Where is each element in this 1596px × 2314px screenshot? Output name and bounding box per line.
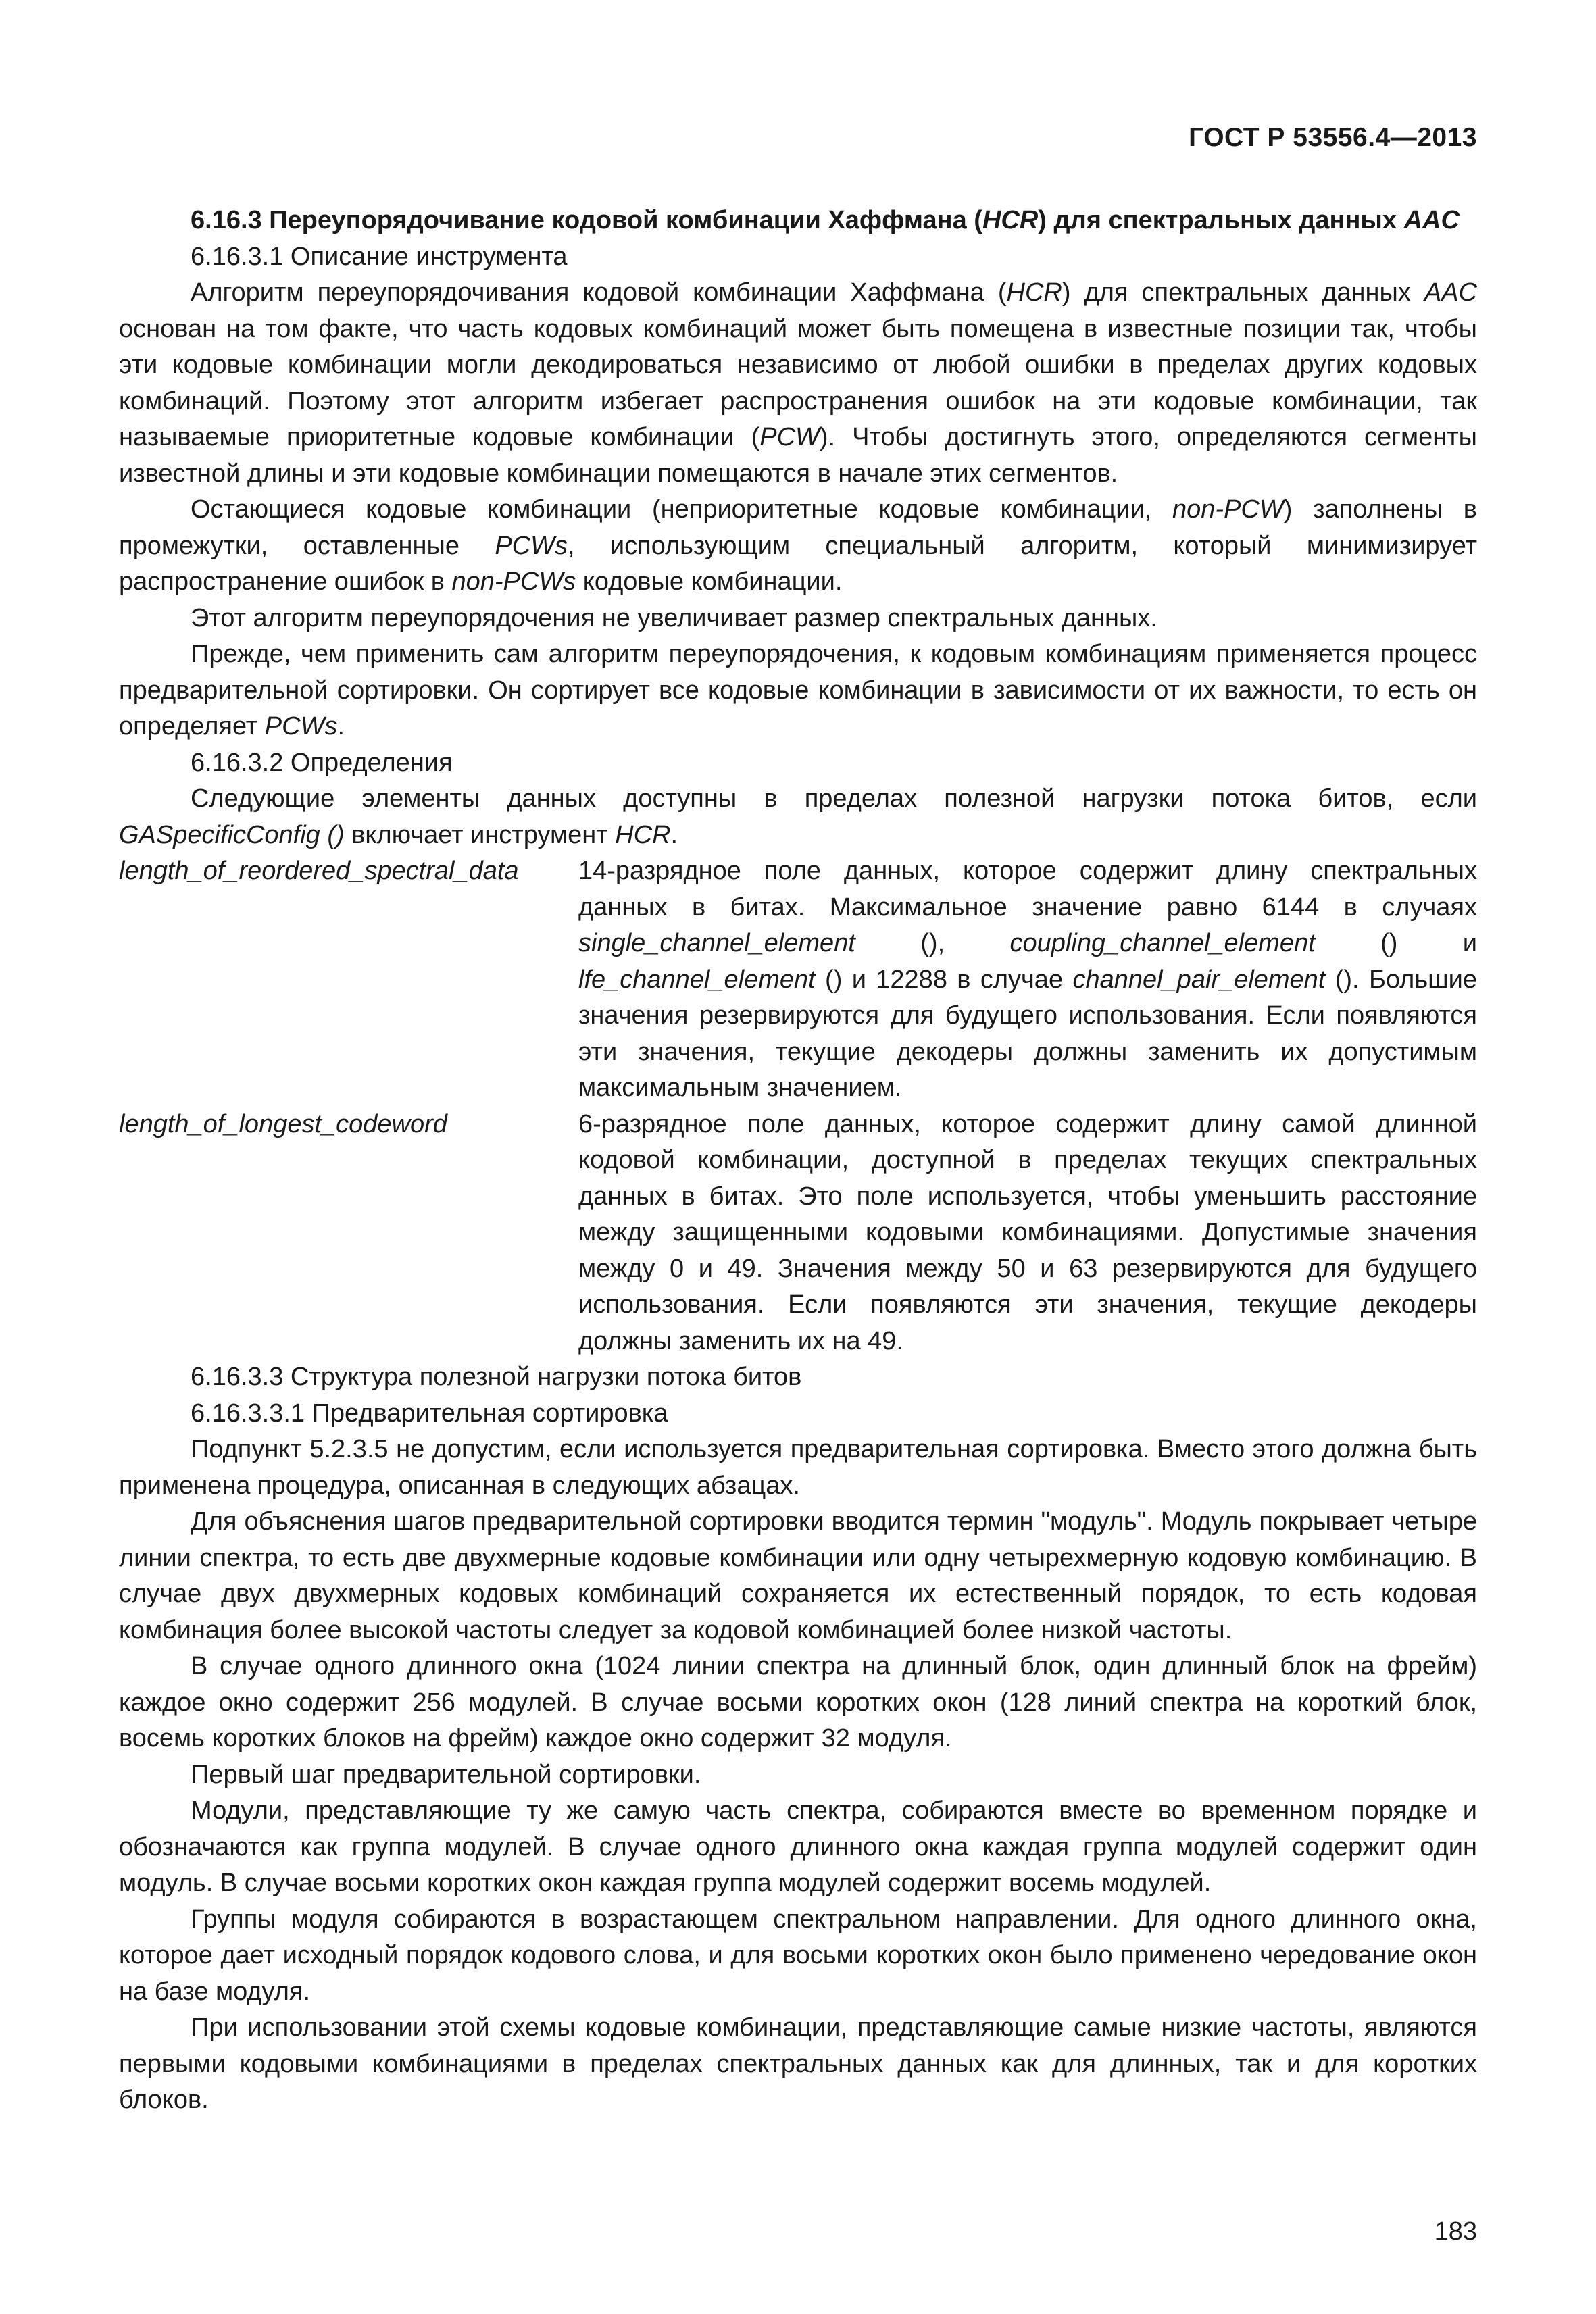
term-hcr: HCR [1006, 278, 1062, 307]
paragraph-window-modules: В случае одного длинного окна (1024 линии спектра на длинный блок, один длинный блок на фрейм) каждое окно содержит 256 модулей. В случае восьми коротких окон (128 линий спектра на короткий блок, восемь коротких блоков на фрейм) каждое окно содержит 32 модуля. [119, 1652, 1477, 1753]
section-heading [119, 203, 1477, 239]
text-run: () и 12288 в случае [815, 965, 1073, 994]
term-non-pcws: non-PCWs [451, 568, 576, 596]
section-heading-text-2: ) для спектральных данных [1038, 206, 1404, 234]
text-run: () и [1315, 929, 1477, 957]
paragraph-presorting-intro [119, 636, 1477, 745]
text-run: включает инструмент [344, 820, 616, 849]
definition-term: length_of_reordered_spectral_data [119, 857, 519, 885]
paragraph-subclause-note: Подпункт 5.2.3.5 не допустим, если используется предварительная сортировка. Вместо этого должна быть применена процедура, описанная в следующих абзацах. [119, 1435, 1477, 1500]
page-number: 183 [1434, 2217, 1477, 2246]
paragraph-non-pcw [119, 492, 1477, 601]
term-aac: AAC [1424, 278, 1477, 307]
term-pcws: PCWs [264, 712, 338, 740]
section-heading-hcr: HCR [982, 206, 1039, 234]
subsection-title-presorting: 6.16.3.3.1 Предварительная сортировка [191, 1399, 668, 1428]
text-run: . [670, 820, 678, 849]
text-run: Следующие элементы данных доступны в пределах полезной нагрузки потока битов, если [191, 784, 1477, 813]
text-run: кодовые комбинации. [576, 568, 843, 596]
term-hcr: HCR [615, 820, 671, 849]
main-content [119, 203, 1477, 2119]
text-run: ) для спектральных данных [1062, 278, 1424, 307]
term-channel-pair-element: channel_pair_element [1072, 965, 1326, 994]
section-heading-text: 6.16.3 Переупорядочивание кодовой комбинации Хаффмана ( [191, 206, 982, 234]
text-run: ) заполнены в промежутки, оставленные [119, 495, 1477, 560]
section-heading-aac: AAC [1403, 206, 1460, 234]
text-run: основан на том факте, что часть кодовых комбинаций может быть помещена в известные позиции так, чтобы эти кодовые комбинации могли декодироваться независимо от любой ошибки в пределах других кодовых комбинаций. Поэтому этот алгоритм избегает распространения ошибок на эти кодовые комбинации, так называемые приоритетные кодовые комбинации ( [119, 314, 1477, 451]
text-run: Прежде, чем применить сам алгоритм переупорядочения, к кодовым комбинациям применяется процесс предварительной сортировки. Он сортирует все кодовые комбинации в зависимости от их важности, то есть он определяет [119, 640, 1477, 740]
subsection-title-definitions: 6.16.3.2 Определения [191, 748, 453, 777]
paragraph-size-note: Этот алгоритм переупорядочения не увеличивает размер спектральных данных. [191, 603, 1157, 632]
term-coupling-channel-element: coupling_channel_element [1009, 929, 1316, 957]
text-run: 14-разрядное поле данных, которое содержит длину спектральных данных в битах. Максимальное значение равно 6144 в случаях [578, 857, 1477, 922]
definition-body: 6-разрядное поле данных, которое содержит длину самой длинной кодовой комбинации, доступной в пределах текущих спектральных данных в битах. Это поле используется, чтобы уменьшить расстояние между защищенными кодовыми комбинациями. Допустимые значения между 0 и 49. Значения между 50 и 63 резервируются для будущего использования. Если появляются эти значения, текущие декодеры должны заменить их на 49. [578, 1109, 1477, 1355]
term-non-pcw: non-PCW [1172, 495, 1284, 524]
text-run: (). Большие значения резервируются для будущего использования. Если появляются эти значения, текущие декодеры должны заменить их допустимым максимальным значением. [578, 965, 1477, 1102]
paragraph-low-frequencies: При использовании этой схемы кодовые комбинации, представляющие самые низкие частоты, являются первыми кодовыми комбинациями в пределах спектральных данных как для длинных, так и для коротких блоков. [119, 2013, 1477, 2114]
paragraph-group-order: Группы модуля собираются в возрастающем спектральном направлении. Для одного длинного окна, которое дает исходный порядок кодового слова, и для восьми коротких окон было применено чередование окон на базе модуля. [119, 1905, 1477, 2006]
definition-body [578, 853, 1477, 1107]
paragraph-hcr-algorithm [119, 275, 1477, 492]
subsection-title-payload-structure: 6.16.3.3 Структура полезной нагрузки потока битов [191, 1363, 802, 1391]
subsection-title-tool-description: 6.16.3.1 Описание инструмента [191, 242, 568, 271]
term-pcw: PCW [759, 423, 820, 451]
text-run: , использующим специальный алгоритм, который минимизирует распространение ошибок в [119, 531, 1477, 596]
paragraph-data-elements [119, 781, 1477, 853]
definition-length-of-longest-codeword [119, 1107, 1477, 1360]
text-run: Алгоритм переупорядочивания кодовой комбинации Хаффмана ( [191, 278, 1007, 307]
paragraph-module-definition: Для объяснения шагов предварительной сортировки вводится термин "модуль". Модуль покрывает четыре линии спектра, то есть две двухмерные кодовые комбинации или одну четырехмерную кодовую комбинацию. В случае двух двухмерных кодовых комбинаций сохраняется их естественный порядок, то есть кодовая комбинация более высокой частоты следует за кодовой комбинацией более низкой частоты. [119, 1507, 1477, 1644]
text-run: ). Чтобы достигнуть этого, определяются сегменты известной длины и эти кодовые комбинации помещаются в начале этих сегментов. [119, 423, 1477, 488]
definition-length-of-reordered-spectral-data [119, 853, 1477, 1107]
standard-designation: ГОСТ Р 53556.4—2013 [1189, 123, 1477, 152]
text-run: . [337, 712, 345, 740]
term-gaspecificconfig: GASpecificConfig () [119, 820, 345, 849]
term-pcws: PCWs [495, 531, 568, 560]
definition-term: length_of_longest_codeword [119, 1109, 447, 1138]
text-run: Остающиеся кодовые комбинации (неприоритетные кодовые комбинации, [191, 495, 1173, 524]
term-lfe-channel-element: lfe_channel_element [578, 965, 816, 994]
paragraph-module-groups: Модули, представляющие ту же самую часть спектра, собираются вместе во временном порядке и обозначаются как группа модулей. В случае одного длинного окна каждая группа модулей содержит один модуль. В случае восьми коротких окон каждая группа модулей содержит восемь модулей. [119, 1796, 1477, 1897]
paragraph-first-step: Первый шаг предварительной сортировки. [191, 1760, 701, 1789]
term-single-channel-element: single_channel_element [578, 929, 855, 957]
text-run: (), [855, 929, 1010, 957]
